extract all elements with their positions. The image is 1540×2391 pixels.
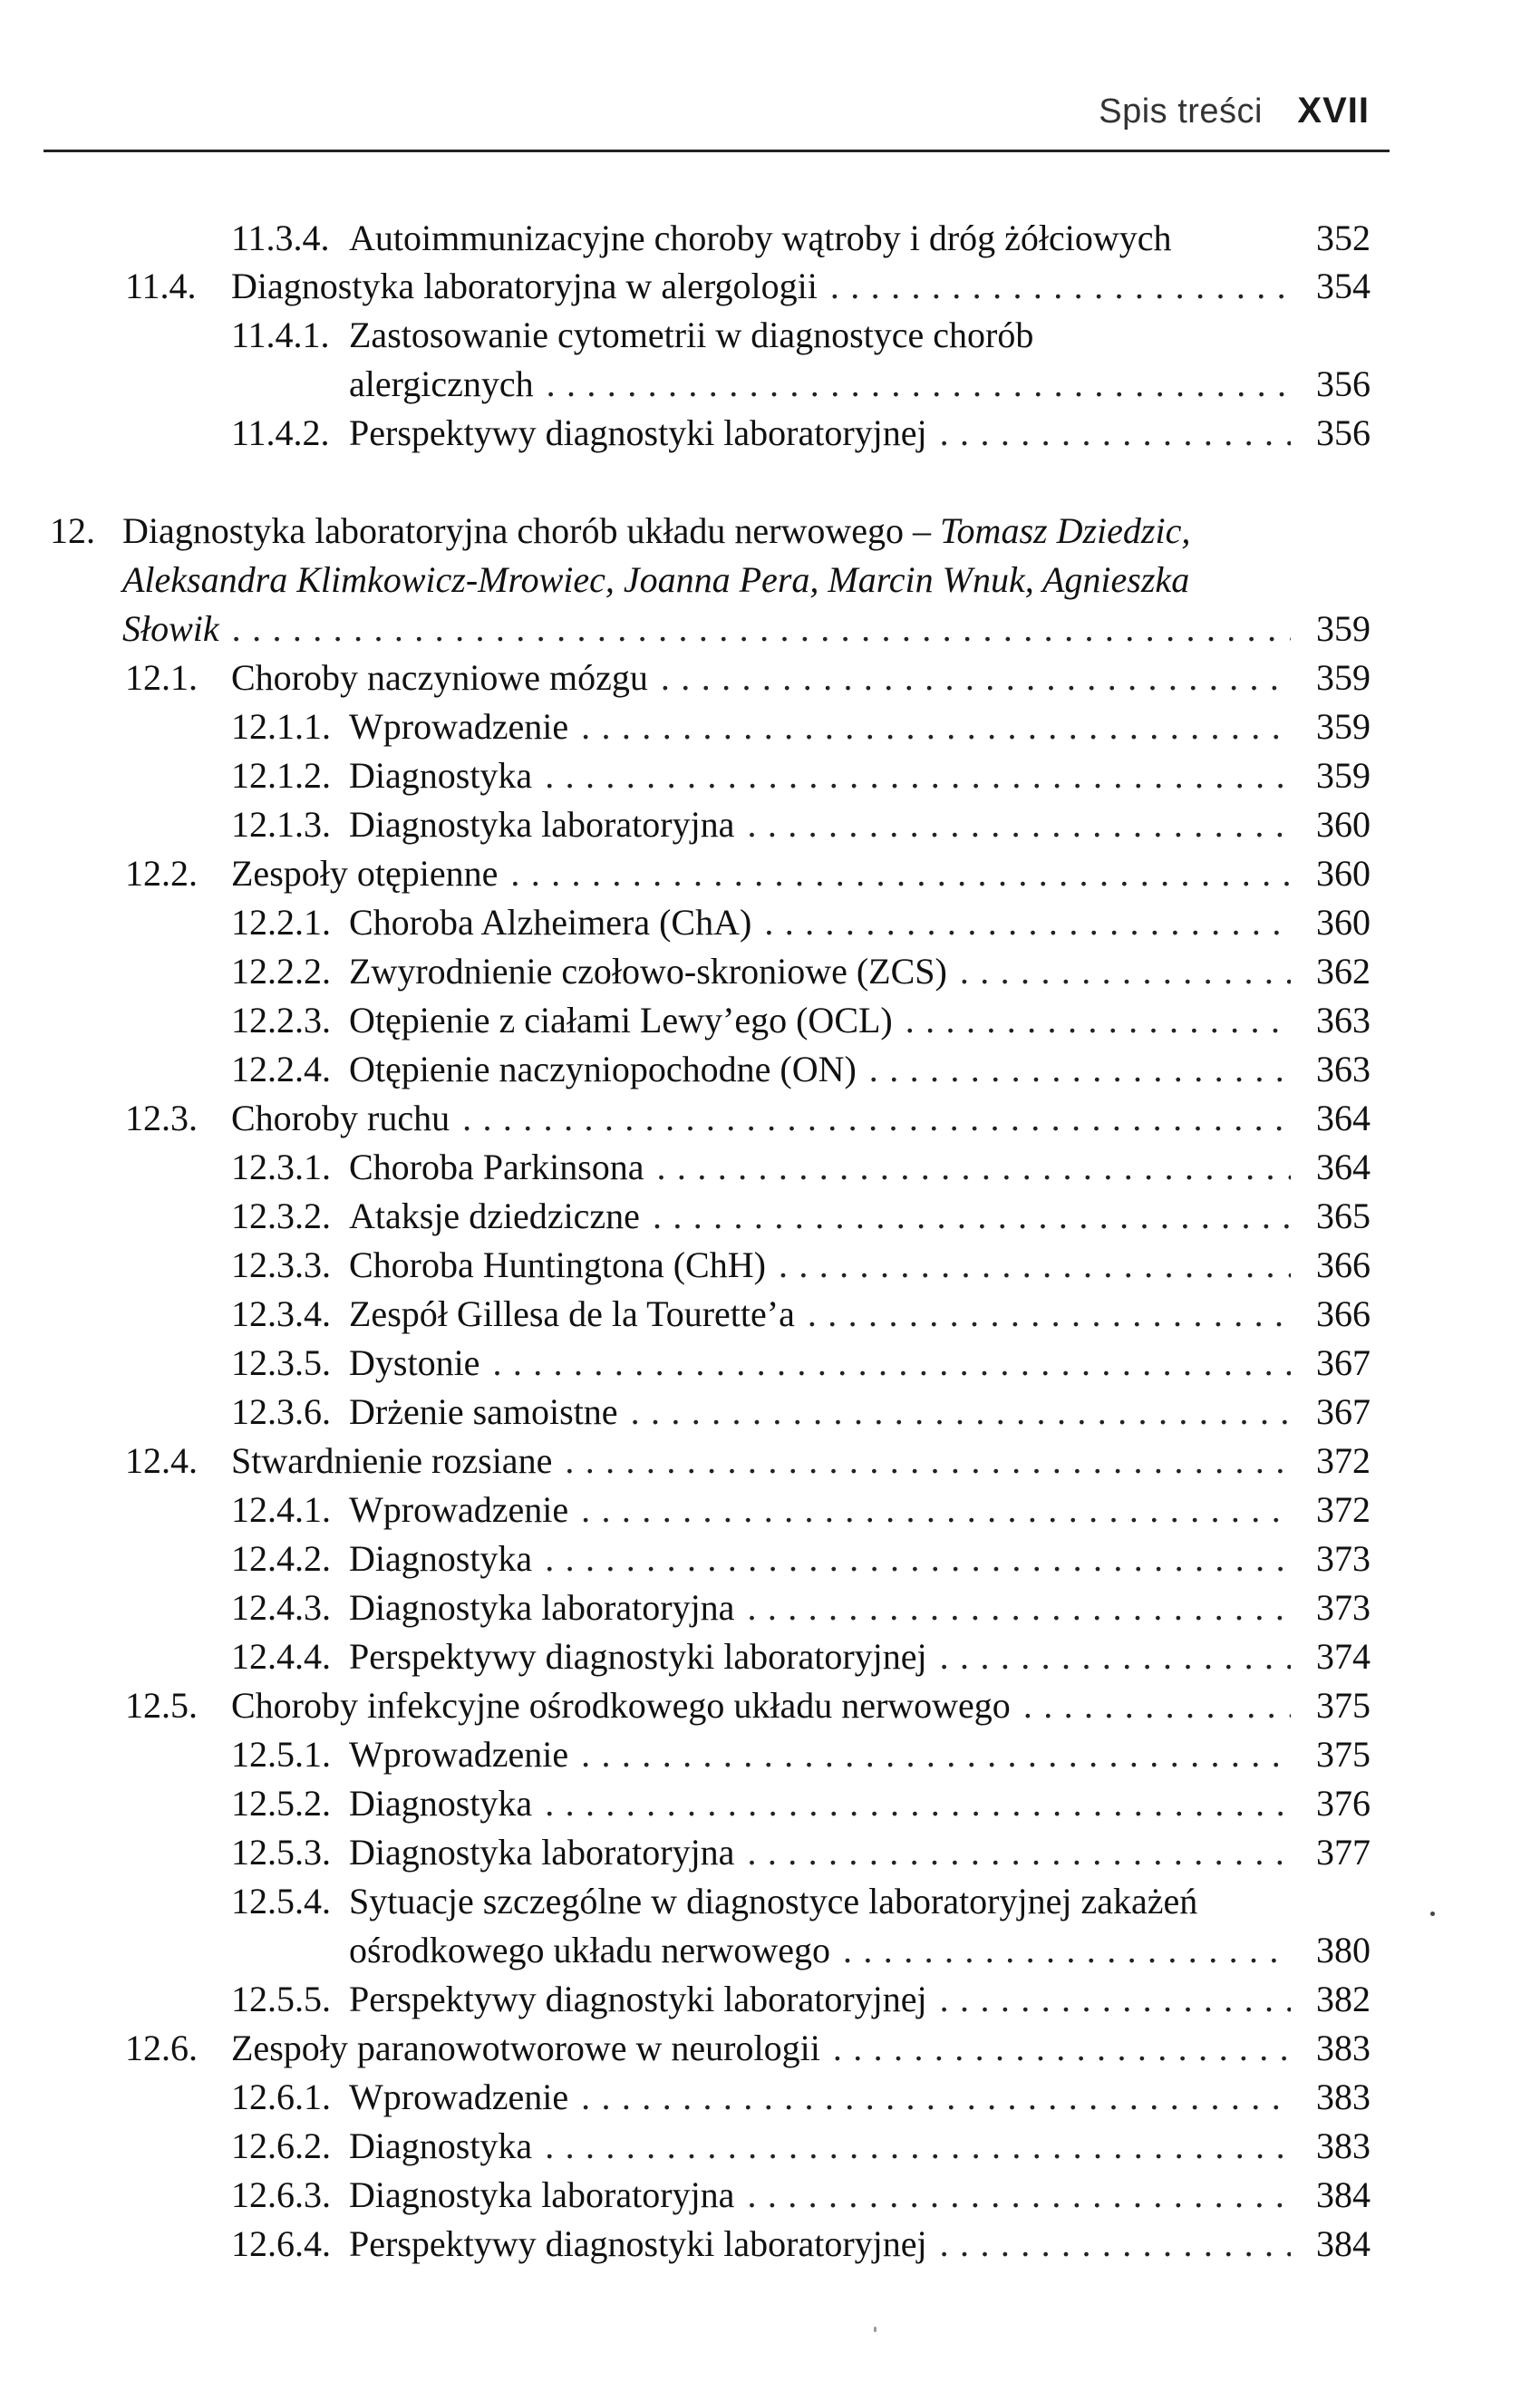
toc-entry[interactable] — [0, 1975, 1540, 2023]
entry-title: Choroby naczyniowe mózgu — [231, 657, 648, 698]
entry-number: 12.2. — [125, 853, 198, 894]
toc-entry[interactable] — [0, 653, 1540, 702]
toc-entry[interactable] — [0, 1045, 1540, 1093]
entry-page: 362 — [1316, 951, 1371, 992]
entry-title: Choroba Parkinsona — [349, 1147, 644, 1187]
dot-leader — [462, 1094, 1291, 1142]
dot-leader — [545, 1779, 1291, 1827]
chapter-entry[interactable] — [0, 507, 1540, 555]
entry-page: 382 — [1316, 1979, 1371, 2019]
dot-leader — [764, 898, 1291, 946]
toc-entry[interactable] — [0, 1192, 1540, 1240]
page-number-roman: XVII — [1297, 91, 1370, 131]
entry-number: 12.4.4. — [231, 1636, 331, 1677]
entry-number: 12.3.4. — [231, 1293, 331, 1334]
dot-leader — [906, 996, 1291, 1044]
toc-entry[interactable] — [0, 1828, 1540, 1876]
entry-title: Choroby infekcyjne ośrodkowego układu nerwowego — [231, 1685, 1011, 1726]
toc-entry[interactable] — [0, 1290, 1540, 1338]
entry-page: 359 — [1316, 706, 1371, 747]
entry-title: Diagnostyka laboratoryjna — [349, 1832, 735, 1873]
entry-title: Wprowadzenie — [349, 1489, 569, 1530]
entry-title: Zwyrodnienie czołowo-skroniowe (ZCS) — [349, 951, 947, 992]
entry-number: 12.6.4. — [231, 2223, 331, 2264]
entry-number: 12.2.4. — [231, 1049, 331, 1089]
entry-number: 12.5.2. — [231, 1783, 331, 1824]
entry-title: Ataksje dziedziczne — [349, 1196, 640, 1236]
toc-entry[interactable] — [0, 214, 1540, 262]
scan-speck — [1430, 1912, 1435, 1916]
toc-entry[interactable] — [0, 2073, 1540, 2121]
entry-title: Diagnostyka laboratoryjna — [349, 2174, 735, 2215]
toc-entry[interactable] — [0, 1094, 1540, 1142]
entry-title: Choroba Alzheimera (ChA) — [349, 902, 752, 943]
entry-page: 356 — [1316, 363, 1371, 404]
dot-leader — [565, 1437, 1291, 1485]
entry-title: Diagnostyka laboratoryjna w alergologii — [231, 266, 818, 306]
toc-entry[interactable] — [0, 1486, 1540, 1534]
entry-number: 12.4.3. — [231, 1587, 331, 1628]
toc-entry[interactable] — [0, 1388, 1540, 1436]
entry-number: 12.5. — [125, 1685, 198, 1726]
dot-leader — [940, 2220, 1291, 2268]
entry-title: Perspektywy diagnostyki laboratoryjnej — [349, 2223, 927, 2264]
entry-title: Sytuacje szczególne w diagnostyce laboratoryjnej zakażeń — [349, 1881, 1198, 1922]
entry-number: 12.2.3. — [231, 1000, 331, 1041]
dot-leader — [830, 262, 1291, 310]
toc-entry[interactable] — [0, 947, 1540, 995]
entry-title: Zespół Gillesa de la Tourette’a — [349, 1293, 795, 1334]
entry-page: 374 — [1316, 1636, 1371, 1677]
entry-number: 12.3.2. — [231, 1196, 331, 1236]
entry-number: 12.4.2. — [231, 1538, 331, 1579]
dot-leader — [940, 1975, 1291, 2023]
entry-number: 12.1.3. — [231, 804, 331, 845]
entry-number: 12.4.1. — [231, 1489, 331, 1530]
entry-number: 11.4. — [125, 266, 197, 306]
toc-entry[interactable] — [0, 1583, 1540, 1631]
entry-page: 365 — [1316, 1196, 1371, 1236]
entry-number: 12.1. — [125, 657, 198, 698]
entry-title: Diagnostyka — [349, 2125, 533, 2166]
entry-page: 360 — [1316, 804, 1371, 845]
entry-number: 12.5.5. — [231, 1979, 331, 2019]
toc-entry[interactable] — [0, 1534, 1540, 1583]
entry-title: Wprowadzenie — [349, 1734, 569, 1775]
toc-entry-continuation[interactable] — [0, 360, 1540, 408]
dot-leader — [1023, 1681, 1291, 1729]
entry-title: Zespoły otępienne — [231, 853, 499, 894]
entry-title: Zespoły paranowotworowe w neurologii — [231, 2028, 820, 2068]
dot-leader — [547, 360, 1291, 408]
dot-leader — [940, 1632, 1291, 1680]
entry-title: Perspektywy diagnostyki laboratoryjnej — [349, 1979, 927, 2019]
entry-page: 366 — [1316, 1293, 1371, 1334]
dot-leader — [779, 1241, 1291, 1289]
dot-leader — [581, 1486, 1291, 1534]
entry-title: Zastosowanie cytometrii w diagnostyce chorób — [349, 315, 1034, 355]
dot-leader — [545, 2122, 1291, 2170]
chapter-number: 12. — [50, 510, 95, 551]
toc-entry[interactable] — [0, 1681, 1540, 1729]
entry-number: 11.4.2. — [231, 412, 330, 453]
toc-entry[interactable] — [0, 800, 1540, 848]
dot-leader — [747, 800, 1291, 848]
entry-page: 356 — [1316, 412, 1371, 453]
dot-leader — [747, 1828, 1291, 1876]
entry-page: 364 — [1316, 1098, 1371, 1138]
entry-page: 360 — [1316, 853, 1371, 894]
chapter-authors: Słowik — [122, 608, 219, 649]
toc-entry[interactable] — [0, 996, 1540, 1044]
dot-leader — [545, 1534, 1291, 1583]
entry-page: 375 — [1316, 1685, 1371, 1726]
toc-entry[interactable] — [0, 849, 1540, 897]
dot-leader — [653, 1192, 1291, 1240]
entry-number: 11.4.1. — [231, 315, 330, 355]
dot-leader — [661, 653, 1291, 702]
entry-number: 12.6.3. — [231, 2174, 331, 2215]
toc-entry[interactable] — [0, 2220, 1540, 2268]
toc-entry[interactable] — [0, 2171, 1540, 2219]
dot-leader — [492, 1339, 1291, 1387]
dot-leader — [940, 409, 1291, 457]
toc-entry[interactable] — [0, 1339, 1540, 1387]
entry-page: 359 — [1316, 755, 1371, 796]
chapter-authors: Aleksandra Klimkowicz-Mrowiec, Joanna Pera, Marcin Wnuk, Agnieszka — [122, 559, 1190, 600]
entry-title: Dystonie — [349, 1342, 480, 1383]
entry-title: Otępienie z ciałami Lewy’ego (OCL) — [349, 1000, 893, 1041]
toc-entry[interactable] — [0, 898, 1540, 946]
dot-leader — [747, 2171, 1291, 2219]
dot-leader — [631, 1388, 1291, 1436]
entry-page: 380 — [1316, 1930, 1371, 1970]
dot-leader — [833, 2024, 1291, 2072]
entry-title: Diagnostyka laboratoryjna — [349, 1587, 735, 1628]
toc-entry[interactable] — [0, 262, 1540, 310]
toc-entry[interactable] — [0, 702, 1540, 750]
toc-entry[interactable] — [0, 1143, 1540, 1191]
toc-entry[interactable] — [0, 1779, 1540, 1827]
dot-leader — [545, 751, 1291, 799]
entry-number: 12.5.1. — [231, 1734, 331, 1775]
entry-page: 373 — [1316, 1538, 1371, 1579]
entry-page: 360 — [1316, 902, 1371, 943]
dot-leader — [510, 849, 1291, 897]
entry-number: 12.6.2. — [231, 2125, 331, 2166]
entry-number: 12.3.3. — [231, 1244, 331, 1285]
dot-leader — [843, 1926, 1291, 1974]
dot-leader — [581, 1730, 1291, 1778]
entry-number: 12.2.2. — [231, 951, 331, 992]
entry-title: Diagnostyka — [349, 1783, 533, 1824]
entry-page: 384 — [1316, 2223, 1371, 2264]
entry-number: 12.6. — [125, 2028, 198, 2068]
entry-page: 363 — [1316, 1049, 1371, 1089]
dot-leader — [960, 947, 1291, 995]
chapter-authors: Tomasz Dziedzic, — [939, 510, 1191, 551]
entry-number: 12.2.1. — [231, 902, 331, 943]
entry-title: Drżenie samoistne — [349, 1391, 618, 1432]
entry-page: 372 — [1316, 1489, 1371, 1530]
entry-number: 12.4. — [125, 1440, 198, 1481]
dot-leader — [581, 702, 1291, 750]
entry-page: 352 — [1316, 218, 1371, 258]
entry-page: 359 — [1316, 608, 1371, 649]
toc-entry[interactable] — [0, 1241, 1540, 1289]
entry-page: 383 — [1316, 2125, 1371, 2166]
entry-number: 12.3.1. — [231, 1147, 331, 1187]
entry-number: 12.6.1. — [231, 2076, 331, 2117]
entry-title: Wprowadzenie — [349, 2076, 569, 2117]
toc-entry[interactable] — [0, 751, 1540, 799]
entry-page: 372 — [1316, 1440, 1371, 1481]
entry-number: 12.5.3. — [231, 1832, 331, 1873]
entry-page: 367 — [1316, 1391, 1371, 1432]
entry-page: 366 — [1316, 1244, 1371, 1285]
dot-leader — [657, 1143, 1291, 1191]
entry-title: Diagnostyka laboratoryjna — [349, 804, 735, 845]
entry-page: 364 — [1316, 1147, 1371, 1187]
toc-entry-continuation[interactable] — [0, 1926, 1540, 1974]
entry-page: 383 — [1316, 2076, 1371, 2117]
toc-entry[interactable] — [0, 1730, 1540, 1778]
toc-entry[interactable] — [0, 409, 1540, 457]
entry-number: 12.1.2. — [231, 755, 331, 796]
dot-leader — [808, 1290, 1291, 1338]
toc-entry[interactable] — [0, 2122, 1540, 2170]
header-rule — [44, 150, 1390, 152]
entry-page: 375 — [1316, 1734, 1371, 1775]
dot-leader — [747, 1583, 1291, 1631]
dot-leader — [581, 2073, 1291, 2121]
chapter-entry-continuation[interactable] — [0, 605, 1540, 653]
entry-title-continued: alergicznych — [349, 363, 534, 404]
entry-title: Autoimmunizacyjne choroby wątroby i dróg żółciowych — [349, 218, 1172, 258]
entry-number: 12.5.4. — [231, 1881, 331, 1922]
entry-number: 12.3. — [125, 1098, 198, 1138]
entry-title: Otępienie naczyniopochodne (ON) — [349, 1049, 857, 1089]
entry-page: 377 — [1316, 1832, 1371, 1873]
entry-title: Diagnostyka — [349, 755, 533, 796]
entry-title-continued: ośrodkowego układu nerwowego — [349, 1930, 830, 1970]
chapter-title: Diagnostyka laboratoryjna chorób układu nerwowego – — [122, 510, 931, 551]
entry-title: Choroby ruchu — [231, 1098, 450, 1138]
entry-number: 11.3.4. — [231, 218, 330, 258]
entry-page: 363 — [1316, 1000, 1371, 1041]
entry-page: 354 — [1316, 266, 1371, 306]
entry-title: Wprowadzenie — [349, 706, 569, 747]
toc-entry[interactable] — [0, 1877, 1540, 1925]
entry-title: Diagnostyka — [349, 1538, 533, 1579]
entry-page: 367 — [1316, 1342, 1371, 1383]
entry-number: 12.1.1. — [231, 706, 331, 747]
entry-number: 12.3.5. — [231, 1342, 331, 1383]
entry-page: 359 — [1316, 657, 1371, 698]
running-title: Spis treści — [1099, 92, 1263, 131]
entry-page: 373 — [1316, 1587, 1371, 1628]
entry-title: Stwardnienie rozsiane — [231, 1440, 553, 1481]
toc-entry[interactable] — [0, 311, 1540, 359]
dot-leader — [232, 605, 1291, 653]
entry-title: Perspektywy diagnostyki laboratoryjnej — [349, 412, 927, 453]
dot-leader — [869, 1045, 1291, 1093]
page-header — [44, 87, 1390, 152]
toc-entry[interactable] — [0, 1437, 1540, 1485]
entry-number: 12.3.6. — [231, 1391, 331, 1432]
entry-page: 383 — [1316, 2028, 1371, 2068]
entry-page: 376 — [1316, 1783, 1371, 1824]
scan-speck — [874, 2327, 877, 2332]
toc-entry[interactable] — [0, 1632, 1540, 1680]
chapter-entry-continuation — [0, 556, 1540, 604]
entry-page: 384 — [1316, 2174, 1371, 2215]
entry-title: Choroba Huntingtona (ChH) — [349, 1244, 766, 1285]
toc-entry[interactable] — [0, 2024, 1540, 2072]
entry-title: Perspektywy diagnostyki laboratoryjnej — [349, 1636, 927, 1677]
